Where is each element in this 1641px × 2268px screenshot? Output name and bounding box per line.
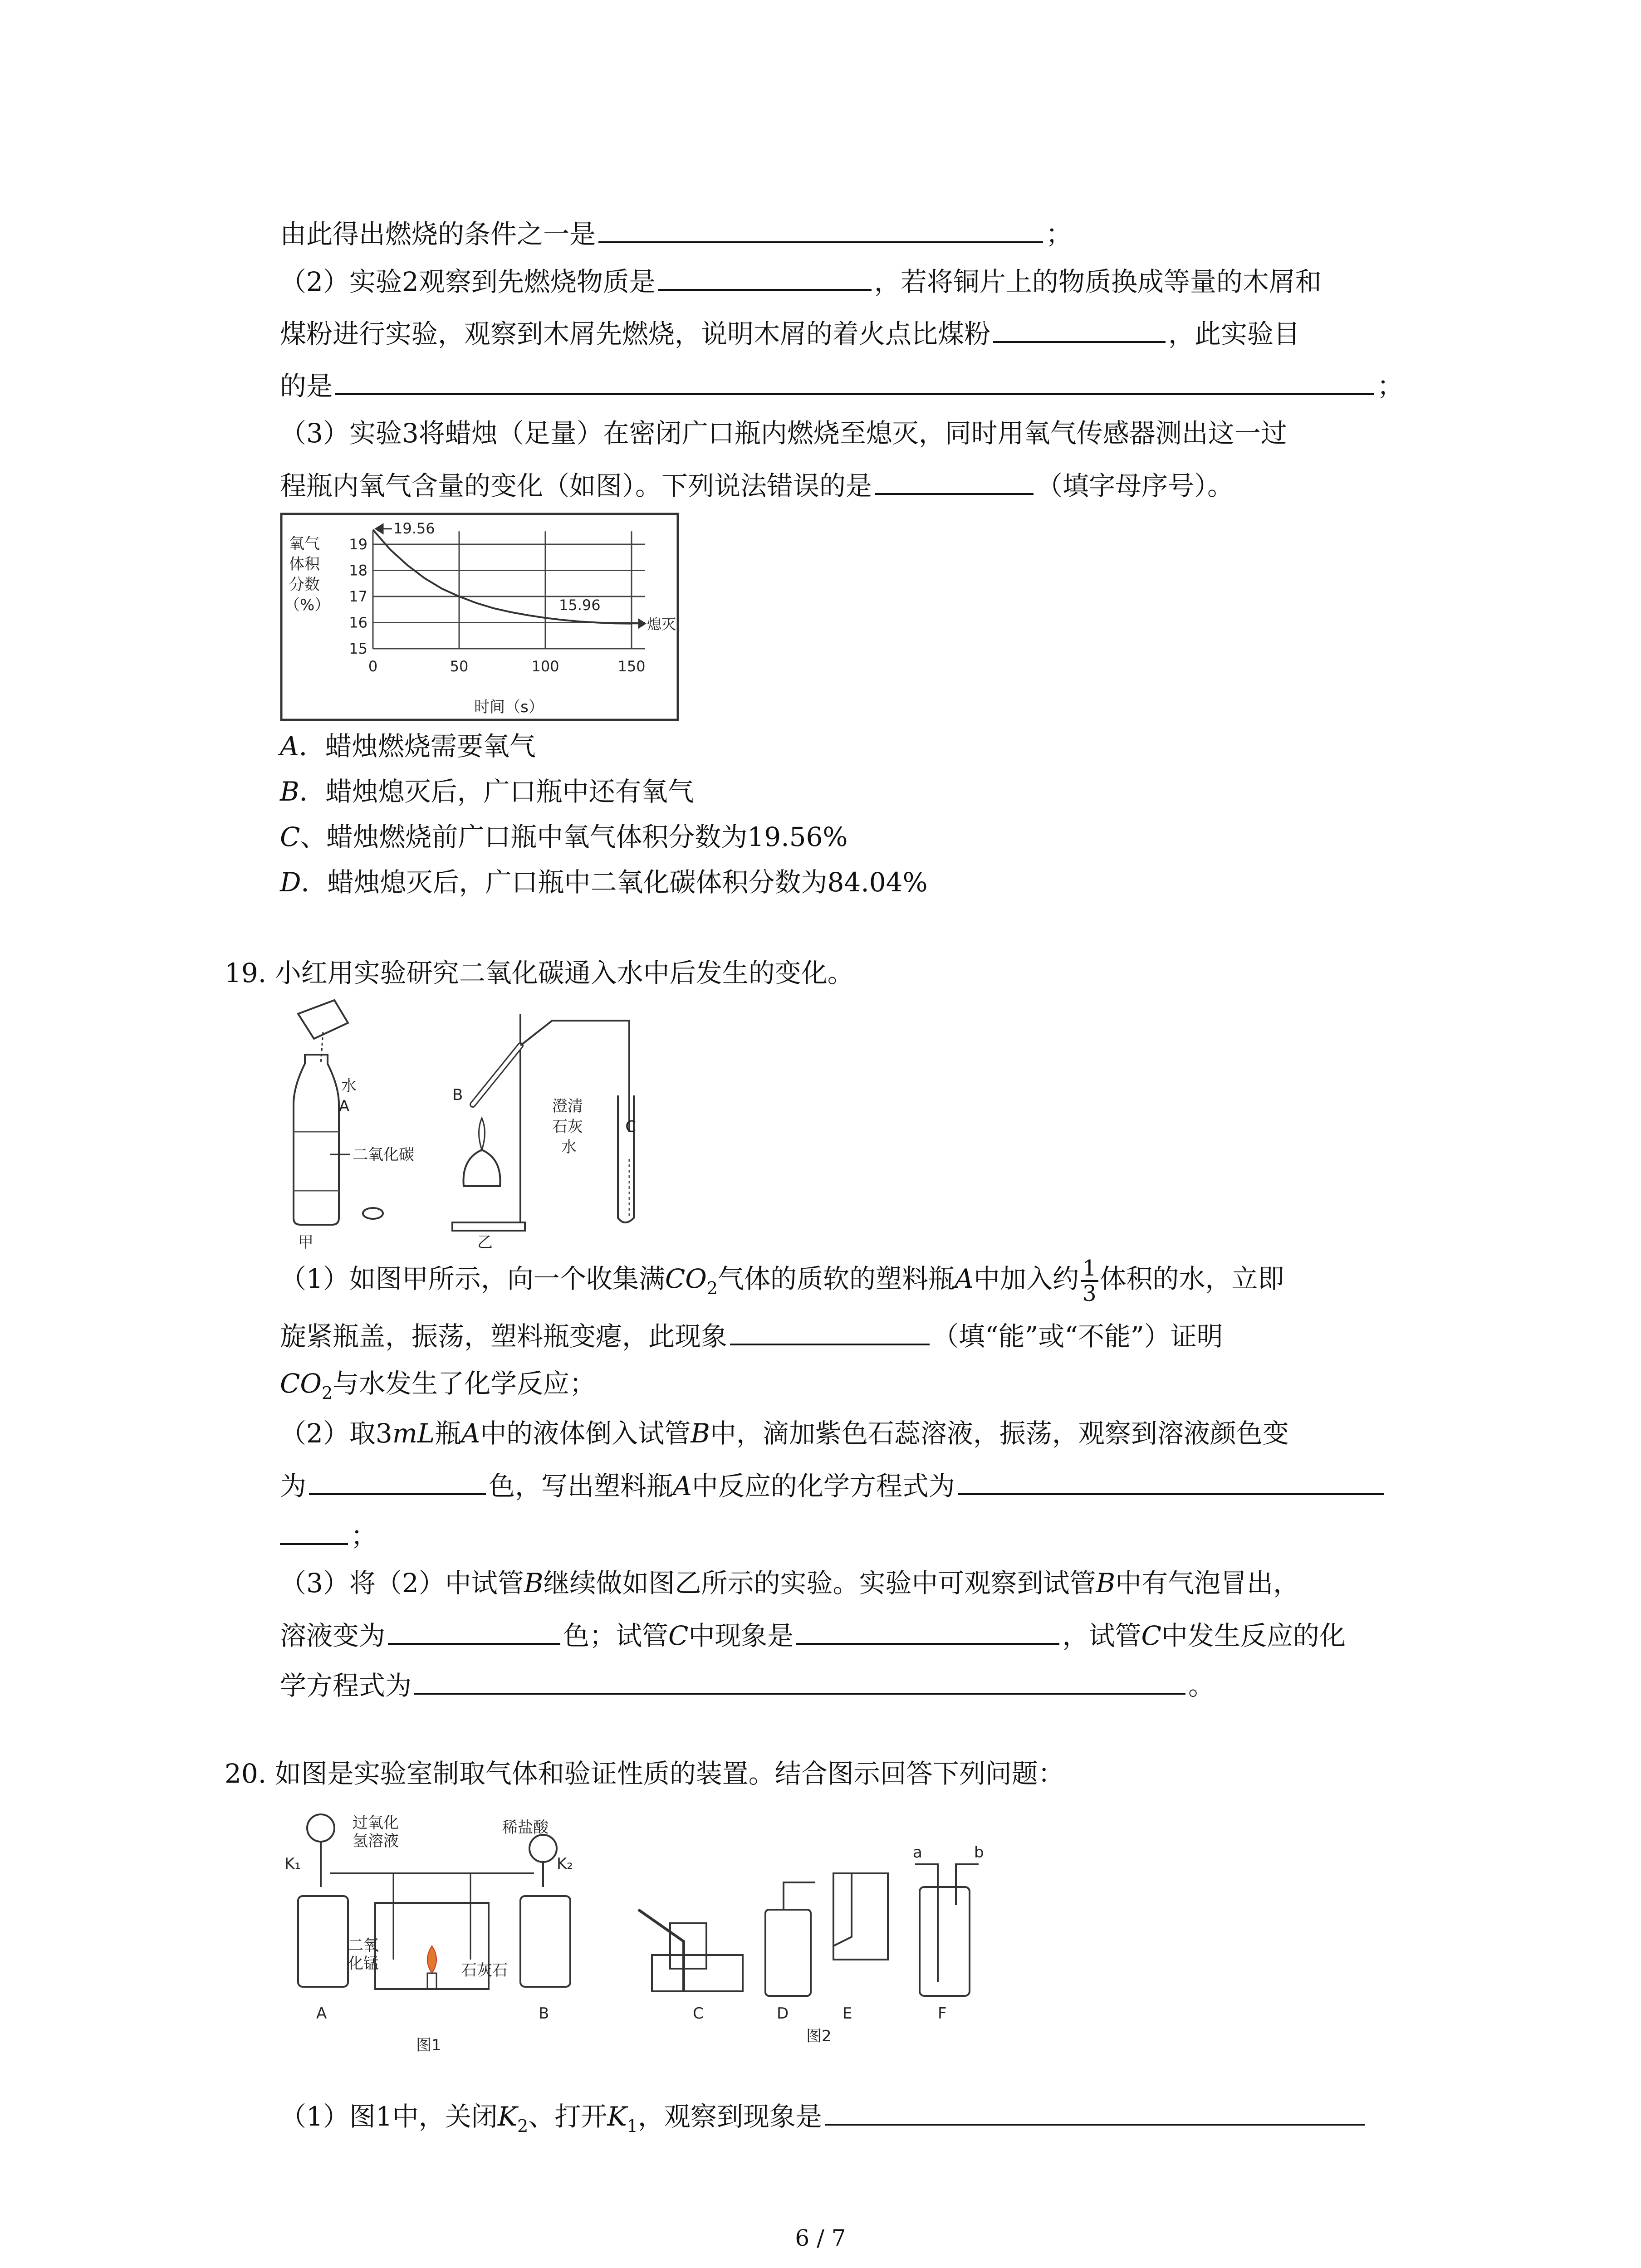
label-co2: 二氧化碳 bbox=[353, 1146, 414, 1164]
y-axis-label-3: 分数 bbox=[289, 576, 320, 594]
label-c: C bbox=[625, 1118, 636, 1136]
label-a: A bbox=[339, 1097, 350, 1115]
label-yi: 乙 bbox=[477, 1233, 493, 1250]
test-tube-inner bbox=[473, 1046, 520, 1105]
candle-icon bbox=[427, 1973, 436, 1989]
answer-blank[interactable] bbox=[388, 1615, 560, 1645]
q19-figure bbox=[280, 996, 643, 1250]
answer-blank[interactable] bbox=[730, 1315, 930, 1345]
end-value-label: 15.96 bbox=[559, 596, 601, 614]
q18-part3-line-2: 程瓶内氧气含量的变化（如图）。下列说法错误的是 （填字母序号）。 bbox=[280, 465, 1234, 504]
page-number: 6 / 7 bbox=[795, 2225, 846, 2251]
y-axis-label-4: （%） bbox=[284, 596, 330, 614]
q19-part2-line-1: （2）取3mL瓶A中的液体倒入试管B中，滴加紫色石蕊溶液，振荡，观察到溶液颜色变 bbox=[280, 1418, 1289, 1449]
q18-part3-line-1: （3）实验3将蜡烛（足量）在密闭广口瓶内燃烧至熄灭，同时用氧气传感器测出这一过 bbox=[280, 418, 1287, 449]
label-port-a: a bbox=[913, 1843, 922, 1862]
q19-part2-line-2: 为 色，写出塑料瓶A中反应的化学方程式为 bbox=[280, 1465, 1387, 1504]
y-axis-label-1: 氧气 bbox=[289, 535, 320, 553]
q18-part2-line-2: 煤粉进行实验，观察到木屑先燃烧，说明木屑的着火点比煤粉 ，此实验目 bbox=[280, 313, 1300, 352]
answer-blank[interactable] bbox=[598, 213, 1043, 243]
label-limestone: 石灰石 bbox=[461, 1961, 508, 1980]
bottle-d-icon bbox=[765, 1910, 811, 1996]
label-e: E bbox=[843, 2004, 852, 2023]
q19-part2-line-3: ； bbox=[280, 1515, 377, 1554]
label-b: B bbox=[539, 2004, 549, 2023]
stand-base bbox=[452, 1222, 525, 1231]
flame-icon bbox=[479, 1118, 485, 1150]
trough-c-icon bbox=[652, 1955, 743, 1991]
answer-blank[interactable] bbox=[993, 313, 1166, 343]
bottle-f-icon bbox=[920, 1887, 970, 1996]
separatory-funnel-icon bbox=[529, 1835, 557, 1862]
label-hcl: 稀盐酸 bbox=[502, 1818, 549, 1837]
q20-part1-line-1: （1）图1中，关闭$K_2$、打开$K_1$，观察到现象是 bbox=[280, 2096, 1367, 2144]
answer-blank[interactable] bbox=[875, 465, 1034, 495]
alcohol-lamp-icon bbox=[464, 1150, 500, 1186]
label-c: C bbox=[693, 2004, 704, 2023]
q20-title: 20. 如图是实验室制取气体和验证性质的装置。结合图示回答下列问题： bbox=[225, 1758, 1064, 1789]
q19-part1-line-1: （1）如图甲所示，向一个收集满$CO_2$气体的质软的塑料瓶A中加入约 $\frac{1}{3}$ 体积的水，立即 bbox=[280, 1256, 1284, 1306]
label-limewater-3: 水 bbox=[561, 1138, 577, 1156]
water-stream bbox=[321, 1032, 323, 1064]
plastic-bottle-icon bbox=[294, 1055, 339, 1225]
label-h2o2-2: 氢溶液 bbox=[353, 1832, 399, 1850]
label-mno2-2: 化锰 bbox=[348, 1955, 379, 1973]
q18-part2-line-3: 的是 ； bbox=[280, 365, 1403, 404]
x-tick-label: 150 bbox=[617, 658, 646, 675]
y-tick-label: 18 bbox=[349, 562, 367, 579]
answer-blank[interactable] bbox=[958, 1465, 1384, 1495]
label-limewater-2: 石灰 bbox=[552, 1118, 583, 1136]
x-tick-label: 50 bbox=[450, 658, 469, 675]
label-f: F bbox=[938, 2004, 947, 2023]
answer-blank[interactable] bbox=[335, 365, 1374, 395]
x-tick-label: 0 bbox=[368, 658, 378, 675]
x-tick-label: 100 bbox=[531, 658, 559, 675]
answer-blank[interactable] bbox=[414, 1665, 1185, 1695]
label-h2o2-1: 过氧化 bbox=[353, 1814, 399, 1832]
label-k1: K₁ bbox=[284, 1855, 301, 1873]
option-c: C、蜡烛燃烧前广口瓶中氧气体积分数为19.56% bbox=[280, 821, 848, 852]
y-axis-label-2: 体积 bbox=[289, 555, 320, 573]
q18-line-1: 由此得出燃烧的条件之一是 ； bbox=[280, 213, 1072, 252]
option-a: A．蜡烛燃烧需要氧气 bbox=[280, 731, 536, 762]
label-water: 水 bbox=[341, 1077, 357, 1095]
label-a: A bbox=[316, 2004, 327, 2023]
bottle-e-icon bbox=[833, 1873, 888, 1960]
answer-blank[interactable] bbox=[796, 1615, 1059, 1645]
option-d: D．蜡烛熄灭后，广口瓶中二氧化碳体积分数为84.04% bbox=[280, 867, 928, 898]
label-fig2: 图2 bbox=[806, 2027, 832, 2045]
gas-jar-icon bbox=[670, 1923, 706, 1969]
answer-blank[interactable] bbox=[825, 2096, 1365, 2126]
y-tick-label: 17 bbox=[349, 588, 367, 605]
test-tube-c-icon bbox=[618, 1095, 634, 1222]
bottle-d-tube bbox=[784, 1882, 815, 1910]
x-axis-label: 时间（s） bbox=[474, 698, 544, 716]
q19-part3-line-2: 溶液变为 色；试管C中现象是 ，试管C中发生反应的化 bbox=[280, 1615, 1346, 1654]
flask-b-icon bbox=[520, 1896, 570, 1987]
fraction-one-third: $\frac{1}{3}$ bbox=[1081, 1256, 1098, 1305]
flask-a-icon bbox=[298, 1896, 348, 1987]
delivery-tube bbox=[638, 1910, 684, 1991]
oxygen-chart bbox=[280, 513, 679, 721]
label-k2: K₂ bbox=[557, 1855, 573, 1873]
bottle-e-tube bbox=[833, 1873, 852, 1946]
y-tick-label: 15 bbox=[349, 640, 367, 657]
label-limewater-1: 澄清 bbox=[552, 1097, 583, 1115]
q20-figure bbox=[280, 1810, 1029, 2073]
q19-part3-line-3: 学方程式为 。 bbox=[280, 1665, 1215, 1704]
candle-flame-icon bbox=[427, 1946, 436, 1973]
label-jia: 甲 bbox=[298, 1233, 314, 1250]
q19-part1-line-3: $CO_2$与水发生了化学反应； bbox=[280, 1368, 596, 1403]
label-port-b: b bbox=[974, 1843, 984, 1862]
label-mno2-1: 二氧 bbox=[348, 1936, 379, 1955]
label-d: D bbox=[777, 2004, 789, 2023]
start-value-label: 19.56 bbox=[393, 519, 435, 537]
q19-title: 19. 小红用实验研究二氧化碳通入水中后发生的变化。 bbox=[225, 958, 854, 988]
q18-part2-line-1: （2）实验2观察到先燃烧物质是 ，若将铜片上的物质换成等量的木屑和 bbox=[280, 261, 1322, 300]
extinguish-label: 熄灭 bbox=[647, 615, 676, 633]
q19-part1-line-2: 旋紧瓶盖，振荡，塑料瓶变瘪，此现象 （填“能”或“不能”）证明 bbox=[280, 1315, 1223, 1354]
q19-part3-line-1: （3）将（2）中试管B继续做如图乙所示的实验。实验中可观察到试管B中有气泡冒出， bbox=[280, 1568, 1300, 1598]
y-tick-label: 16 bbox=[349, 614, 367, 631]
option-b: B．蜡烛熄灭后，广口瓶中还有氧气 bbox=[280, 776, 694, 807]
separatory-funnel-icon bbox=[307, 1814, 334, 1842]
y-tick-label: 19 bbox=[349, 536, 367, 553]
answer-blank[interactable] bbox=[658, 261, 872, 291]
label-b: B bbox=[452, 1086, 463, 1104]
label-fig1: 图1 bbox=[416, 2036, 441, 2054]
answer-blank[interactable] bbox=[280, 1515, 348, 1545]
answer-blank[interactable] bbox=[309, 1465, 486, 1495]
bottle-cap-icon bbox=[363, 1208, 383, 1219]
